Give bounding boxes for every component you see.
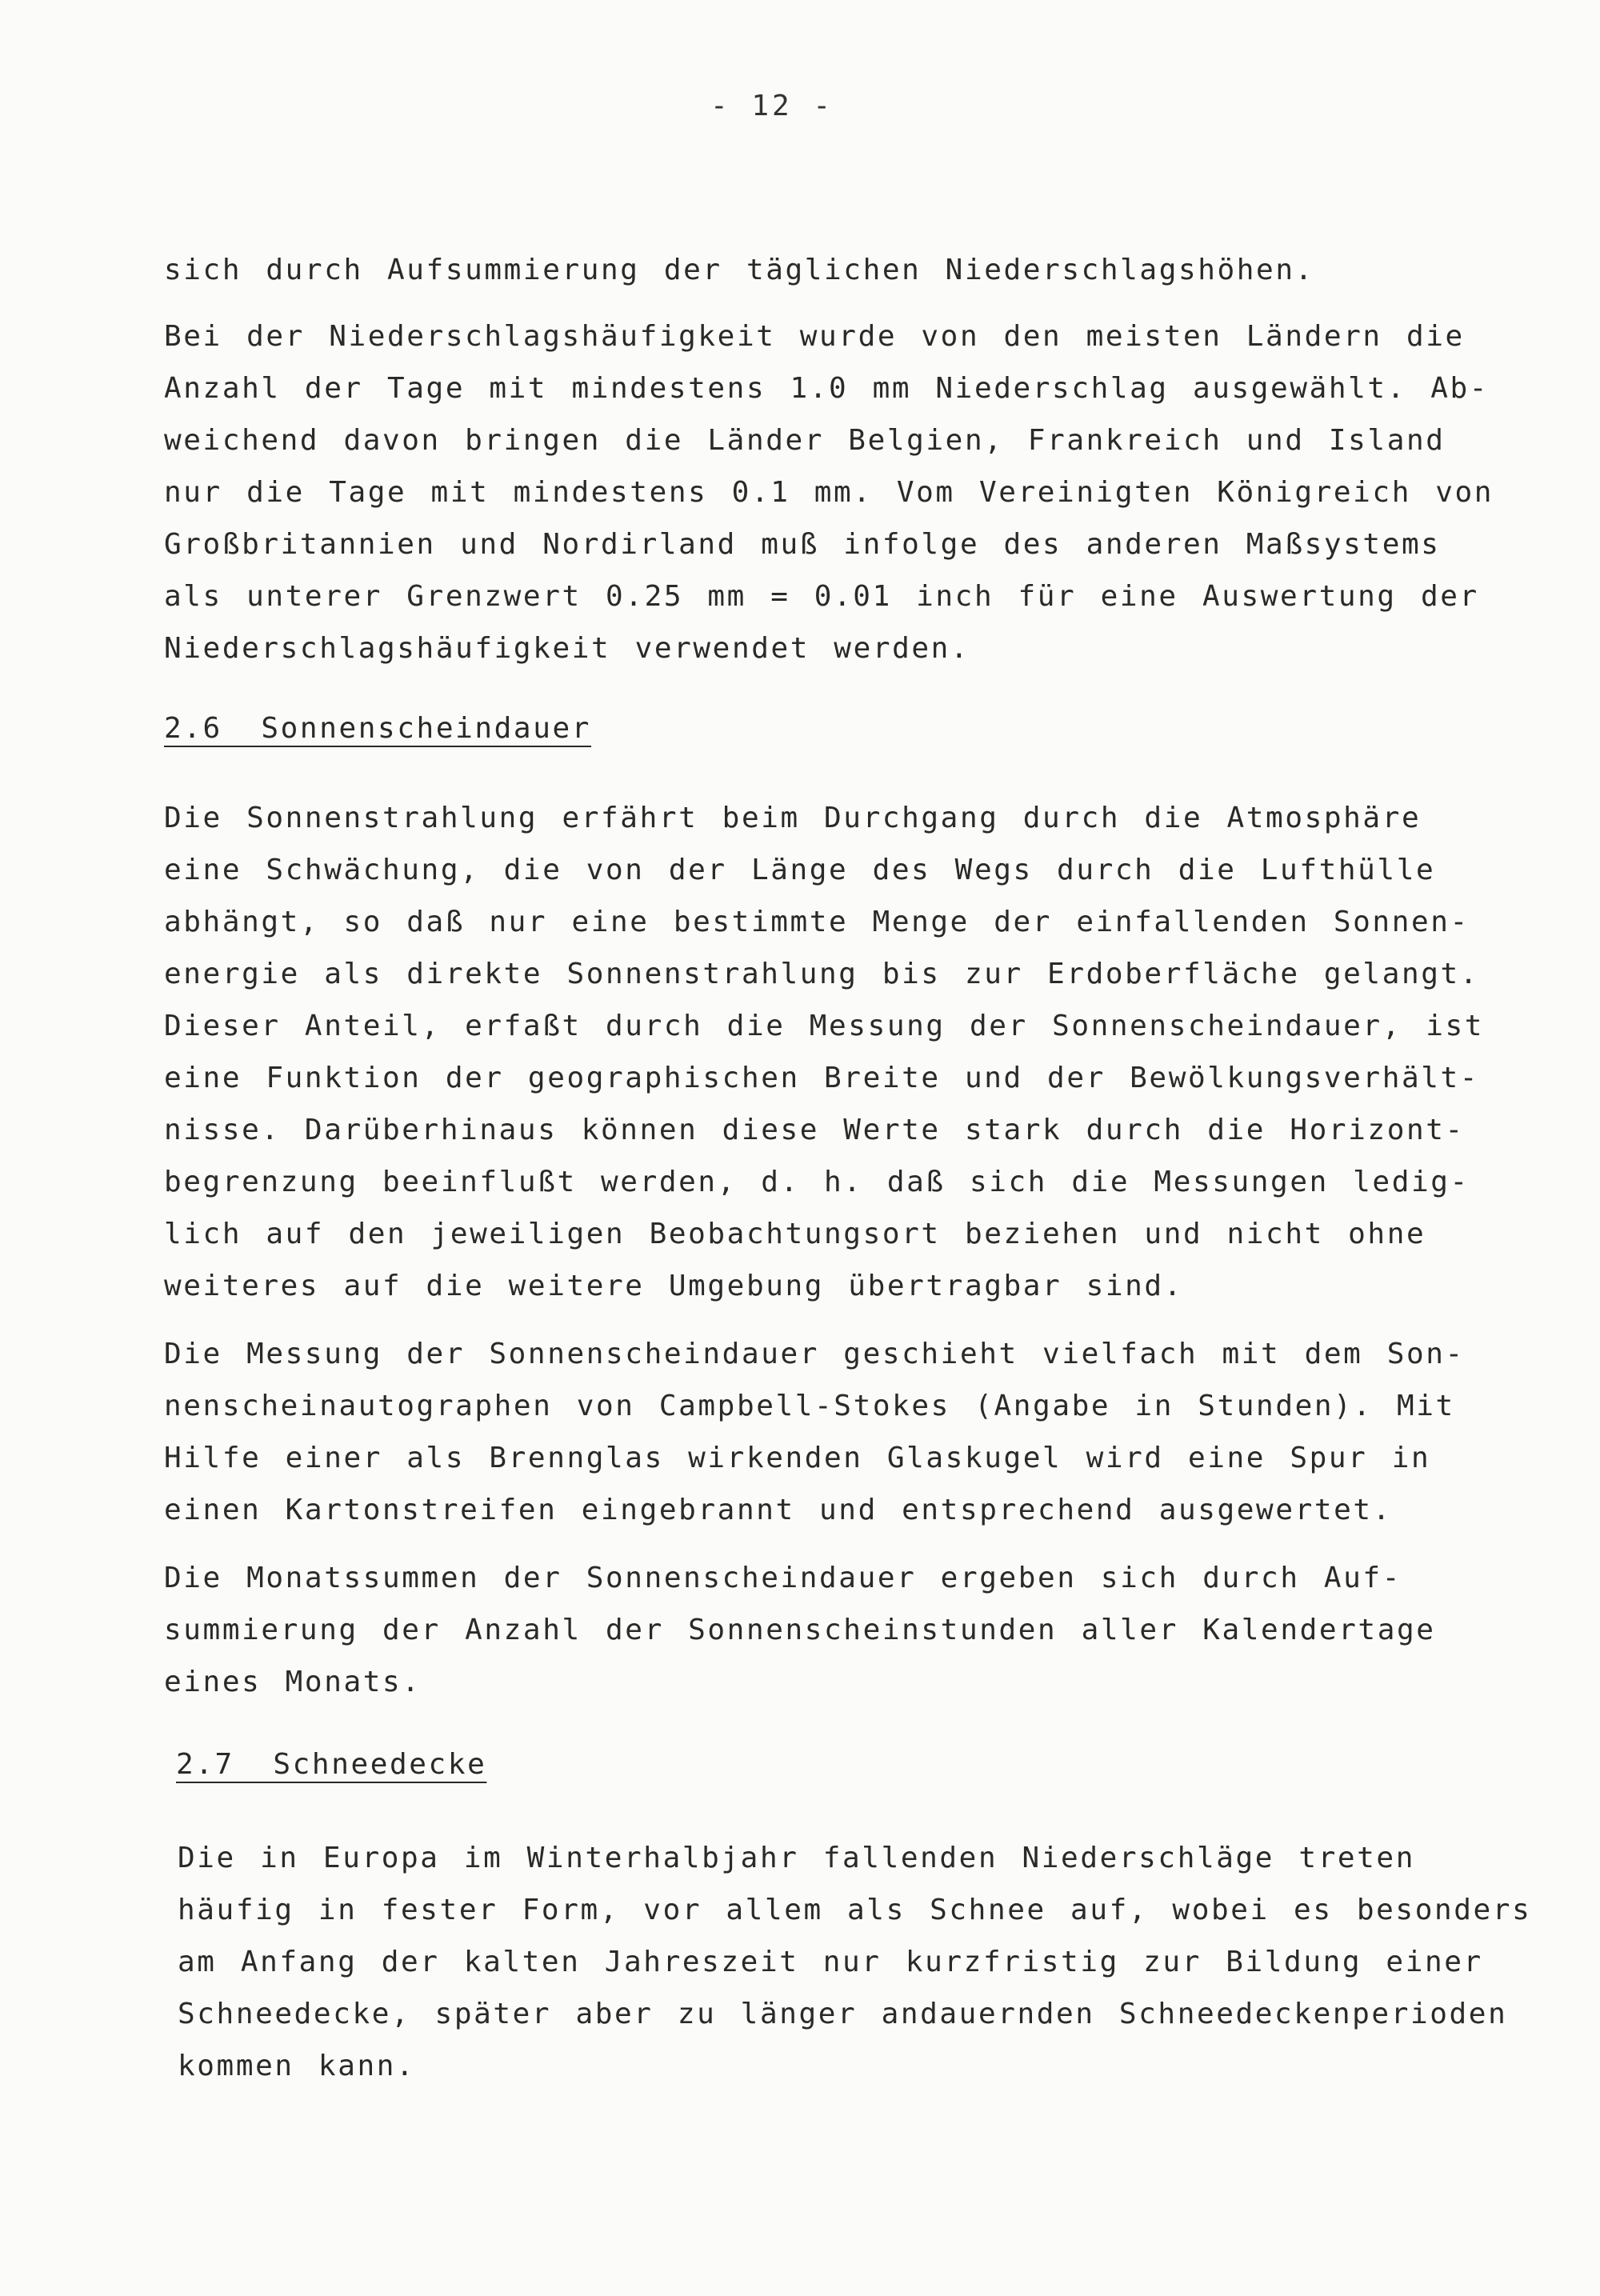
text-line: Dieser Anteil, erfaßt durch die Messung der Sonnenscheindauer, ist [164,1010,1485,1042]
text-line: sich durch Aufsummierung der täglichen Niederschlagshöhen. [164,254,1314,286]
paragraph-sunshine-radiation [164,792,1485,1312]
paragraph-snow-cover [178,1832,1532,2092]
text-line: abhängt, so daß nur eine bestimmte Menge der einfallenden Sonnen- [164,906,1470,938]
text-line: Die in Europa im Winterhalbjahr fallenden Niederschläge treten [178,1842,1415,1874]
text-line: begrenzung beeinflußt werden, d. h. daß sich die Messungen ledig- [164,1166,1470,1198]
text-line: als unterer Grenzwert 0.25 mm = 0.01 inch für eine Auswertung der [164,580,1479,613]
text-line: Bei der Niederschlagshäufigkeit wurde von den meisten Ländern die [164,320,1465,353]
text-line: weiteres auf die weitere Umgebung übertragbar sind. [164,1270,1183,1302]
page-number: - 12 - [710,90,834,122]
paragraph-precip-frequency [164,310,1494,674]
text-line: energie als direkte Sonnenstrahlung bis zur Erdoberfläche gelangt. [164,958,1480,990]
section-heading-sunshine: 2.6 Sonnenscheindauer [164,712,592,745]
text-line: weichend davon bringen die Länder Belgien, Frankreich und Island [164,424,1446,457]
paragraph-sunshine-monthly [164,1552,1436,1708]
text-line: häufig in fester Form, vor allem als Schnee auf, wobei es besonders [178,1894,1532,1926]
text-line: Großbritannien und Nordirland muß infolge des anderen Maßsystems [164,528,1441,561]
text-line: eine Schwächung, die von der Länge des Wegs durch die Lufthülle [164,854,1436,886]
text-line: Anzahl der Tage mit mindestens 1.0 mm Niederschlag ausgewählt. Ab- [164,372,1490,405]
text-line: kommen kann. [178,2050,416,2082]
text-line: Schneedecke, später aber zu länger andauernden Schneedeckenperioden [178,1998,1508,2030]
text-line: Die Monatssummen der Sonnenscheindauer ergeben sich durch Auf- [164,1562,1402,1594]
text-line: am Anfang der kalten Jahreszeit nur kurzfristig zur Bildung einer [178,1946,1483,1978]
text-line: einen Kartonstreifen eingebrannt und entsprechend ausgewertet. [164,1494,1392,1526]
text-line: Niederschlagshäufigkeit verwendet werden. [164,632,970,665]
paragraph-precip-sum [164,244,1412,296]
text-line: Die Messung der Sonnenscheindauer geschieht vielfach mit dem Son- [164,1338,1465,1370]
paragraph-sunshine-measurement [164,1328,1465,1536]
text-line: eines Monats. [164,1666,422,1698]
text-line: eine Funktion der geographischen Breite und der Bewölkungsverhält- [164,1062,1480,1094]
text-line: nur die Tage mit mindestens 0.1 mm. Vom Vereinigten Königreich von [164,476,1494,509]
text-line: Die Sonnenstrahlung erfährt beim Durchgang durch die Atmosphäre [164,802,1422,834]
text-line: summierung der Anzahl der Sonnenscheinstunden aller Kalendertage [164,1614,1436,1646]
text-line: Hilfe einer als Brennglas wirkenden Glaskugel wird eine Spur in [164,1442,1431,1474]
section-heading-snow-cover: 2.7 Schneedecke [176,1748,487,1781]
text-line: nisse. Darüberhinaus können diese Werte stark durch die Horizont- [164,1114,1465,1146]
text-line: lich auf den jeweiligen Beobachtungsort beziehen und nicht ohne [164,1218,1426,1250]
text-line: nenscheinautographen von Campbell-Stokes (Angabe in Stunden). Mit [164,1390,1455,1422]
